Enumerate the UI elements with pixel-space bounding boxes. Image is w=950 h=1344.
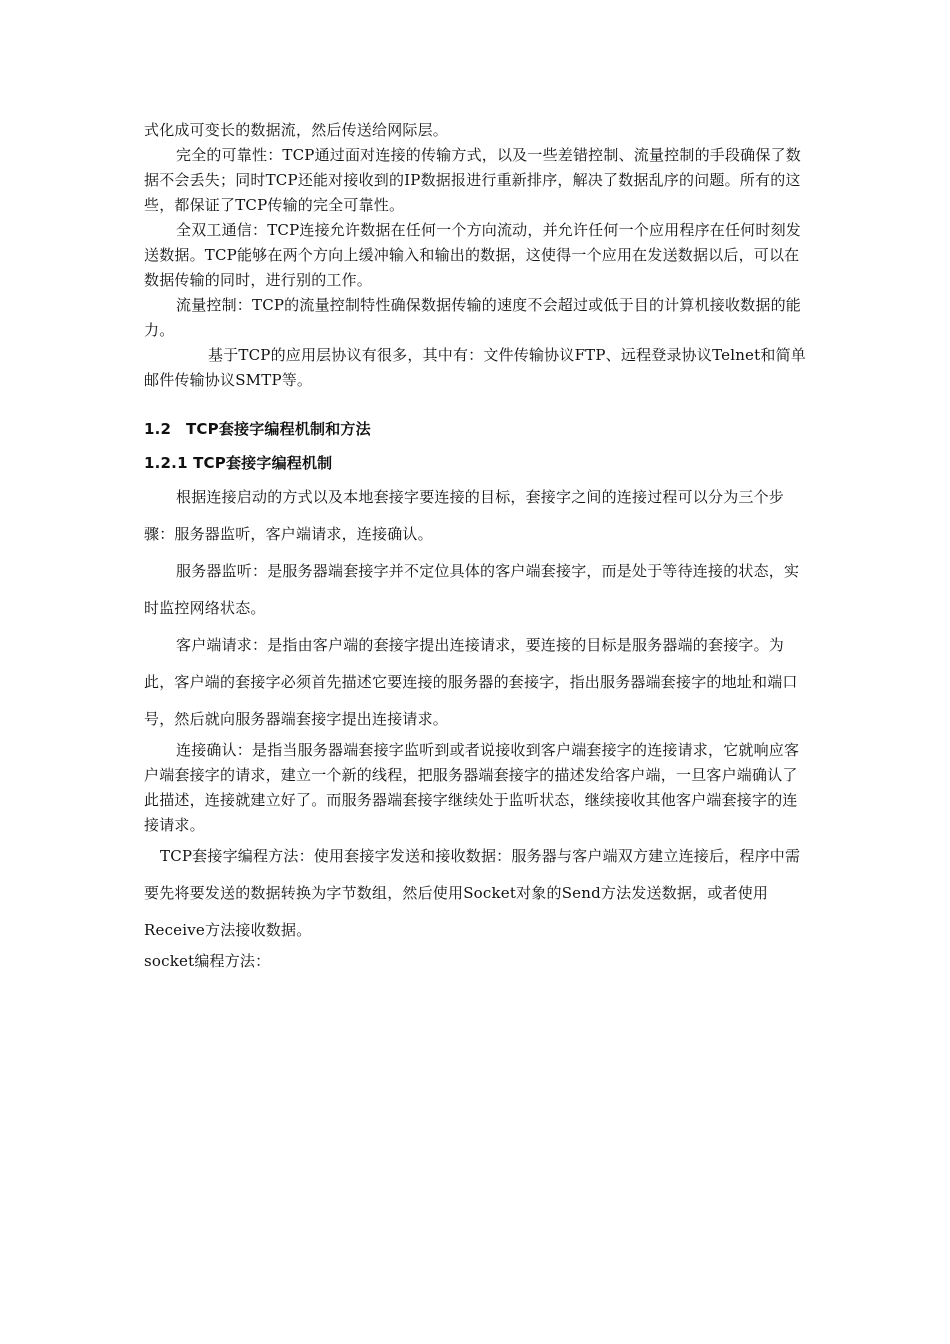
paragraph-client-request: 客户端请求：是指由客户端的套接字提出连接请求，要连接的目标是服务器端的套接字。为此，客户端的套接字必须首先描述它要连接的服务器的套接字，指出服务器端套接字的地址和端口号，然后就向服务器端套接字提出连接请求。 bbox=[144, 636, 798, 728]
paragraph-reliability: 完全的可靠性：TCP通过面对连接的传输方式，以及一些差错控制、流量控制的手段确保了数据不会丢失；同时TCP还能对接收到的IP数据报进行重新排序，解决了数据乱序的问题。所有的这些，都保证了TCP传输的完全可靠性。 bbox=[144, 146, 801, 214]
paragraph-full-duplex: 全双工通信：TCP连接允许数据在任何一个方向流动，并允许任何一个应用程序在任何时刻发送数据。TCP能够在两个方向上缓冲输入和输出的数据，这使得一个应用在发送数据以后，可以在数据传输的同时，进行别的工作。 bbox=[144, 221, 801, 289]
section-heading bbox=[144, 417, 810, 441]
paragraph-continuation: 式化成可变长的数据流，然后传送给网际层。 bbox=[144, 121, 449, 139]
paragraph-connection-confirm: 连接确认：是指当服务器端套接字监听到或者说接收到客户端套接字的连接请求，它就响应客户端套接字的请求，建立一个新的线程，把服务器端套接字的描述发给客户端，一旦客户端确认了此描述，连接就建立好了。而服务器端套接字继续处于监听状态，继续接收其他客户端套接字的连接请求。 bbox=[144, 741, 800, 834]
section-title: TCP套接字编程机制和方法 bbox=[186, 420, 371, 438]
paragraph-connection-steps: 根据连接启动的方式以及本地套接字要连接的目标，套接字之间的连接过程可以分为三个步骤：服务器监听，客户端请求，连接确认。 bbox=[144, 488, 785, 543]
paragraph-flow-control: 流量控制：TCP的流量控制特性确保数据传输的速度不会超过或低于目的计算机接收数据的能力。 bbox=[144, 296, 801, 339]
document-page bbox=[144, 118, 810, 974]
subsection-heading: 1.2.1 TCP套接字编程机制 bbox=[144, 454, 333, 472]
paragraph-socket-method: socket编程方法： bbox=[144, 952, 271, 970]
section-number: 1.2 bbox=[144, 420, 172, 438]
paragraph-server-listen: 服务器监听：是服务器端套接字并不定位具体的客户端套接字，而是处于等待连接的状态，实时监控网络状态。 bbox=[144, 562, 800, 617]
paragraph-app-protocols: 基于TCP的应用层协议有很多，其中有：文件传输协议FTP、远程登录协议Telnet和简单邮件传输协议SMTP等。 bbox=[144, 346, 806, 389]
paragraph-programming-method: TCP套接字编程方法：使用套接字发送和接收数据：服务器与客户端双方建立连接后，程序中需要先将要发送的数据转换为字节数组，然后使用Socket对象的Send方法发送数据，或者使用Receive方法接收数据。 bbox=[144, 847, 801, 939]
